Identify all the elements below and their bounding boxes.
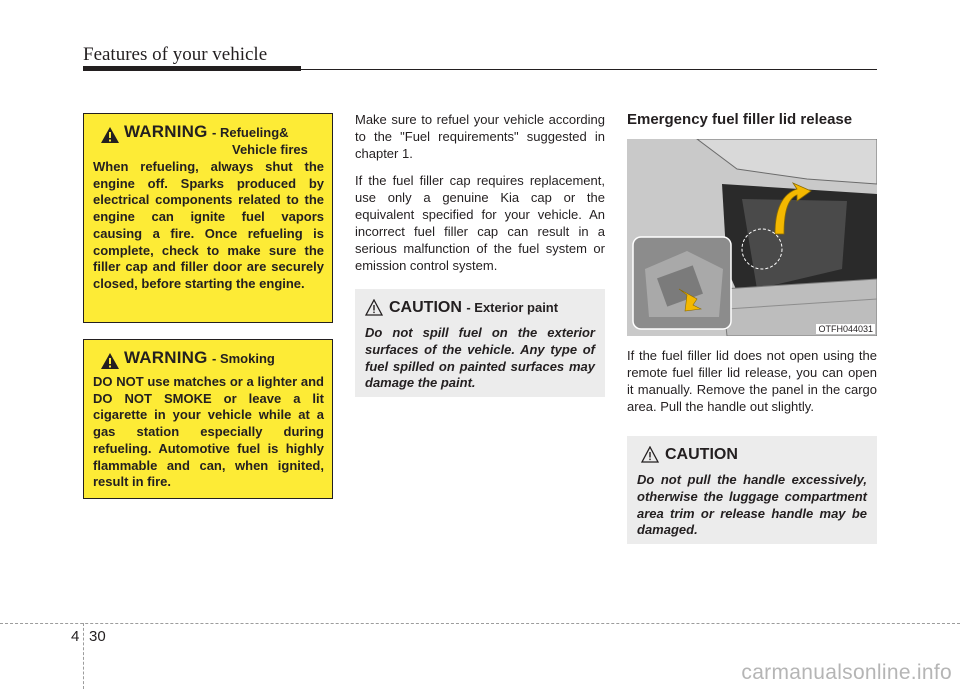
caution-handle-title: CAUTION bbox=[665, 446, 738, 463]
caution-exterior-header bbox=[365, 299, 595, 321]
warning-smoking-title: WARNING bbox=[124, 348, 208, 367]
warning-refueling-title: WARNING bbox=[124, 122, 208, 141]
trunk-illustration bbox=[627, 139, 877, 336]
caution-handle-body: Do not pull the handle excessively, otherwise the luggage compartment area trim or release handle may be damaged. bbox=[637, 472, 867, 538]
warning-refueling-subtitle-2: Vehicle fires bbox=[232, 142, 308, 157]
page-header-title: Features of your vehicle bbox=[83, 44, 268, 65]
middle-column-text bbox=[355, 111, 605, 284]
caution-exterior-body: Do not spill fuel on the exterior surfaces of the vehicle. Any type of fuel spilled on painted surfaces may damage the paint. bbox=[365, 325, 595, 391]
warning-triangle-icon bbox=[100, 126, 120, 144]
warning-smoking-body: DO NOT use matches or a lighter and DO NOT SMOKE or leave a lit cigarette in your vehicle while at a gas station especially during refueling. Automotive fuel is highly flammable and can, when ignited, result in fire. bbox=[93, 374, 324, 490]
fuel-lid-release-figure bbox=[627, 139, 877, 336]
filler-cap-paragraph: If the fuel filler cap requires replacement, use only a genuine Kia cap or the equivalent specified for your vehicle. An incorrect fuel filler cap can result in a serious malfunction of the fuel system or emission control system. bbox=[355, 173, 605, 273]
warning-smoking-header bbox=[93, 348, 324, 372]
caution-triangle-icon bbox=[641, 446, 659, 463]
caution-handle-header bbox=[637, 446, 867, 468]
warning-smoking-box bbox=[83, 339, 333, 499]
watermark: carmanualsonline.info bbox=[741, 661, 952, 684]
warning-refueling-subtitle: - Refueling& bbox=[212, 125, 289, 140]
caution-exterior-subtitle: - Exterior paint bbox=[466, 300, 559, 315]
chapter-number: 4 bbox=[71, 628, 80, 645]
footer-divider bbox=[83, 623, 84, 689]
header-rule bbox=[301, 69, 877, 70]
header-bar bbox=[83, 66, 301, 71]
footer-rule bbox=[0, 623, 960, 624]
caution-exterior-box bbox=[355, 289, 605, 397]
warning-smoking-subtitle: - Smoking bbox=[212, 351, 275, 366]
caution-triangle-icon bbox=[365, 299, 383, 316]
warning-refueling-body: When refueling, always shut the engine off. Sparks produced by electrical components related to the engine can ignite fuel vapors causing a fire. Once refueling is complete, check to make sure the filler cap and filler door are securely closed, before starting the engine. bbox=[93, 159, 324, 291]
caution-handle-box bbox=[627, 436, 877, 544]
figure-code: OTFH044031 bbox=[818, 324, 873, 334]
warning-refueling-box bbox=[83, 113, 333, 323]
right-column-text bbox=[627, 347, 877, 425]
warning-triangle-icon bbox=[100, 352, 120, 370]
manual-release-paragraph: If the fuel filler lid does not open using the remote fuel filler lid release, you can open it manually. Remove the panel in the cargo area. Pull the handle out slightly. bbox=[627, 348, 877, 414]
page-number: 30 bbox=[89, 628, 106, 645]
warning-refueling-header bbox=[93, 122, 324, 157]
section-heading: Emergency fuel filler lid release bbox=[627, 111, 853, 128]
refuel-paragraph: Make sure to refuel your vehicle according to the "Fuel requirements" suggested in chapter 1. bbox=[355, 112, 605, 161]
caution-exterior-title: CAUTION bbox=[389, 299, 462, 316]
